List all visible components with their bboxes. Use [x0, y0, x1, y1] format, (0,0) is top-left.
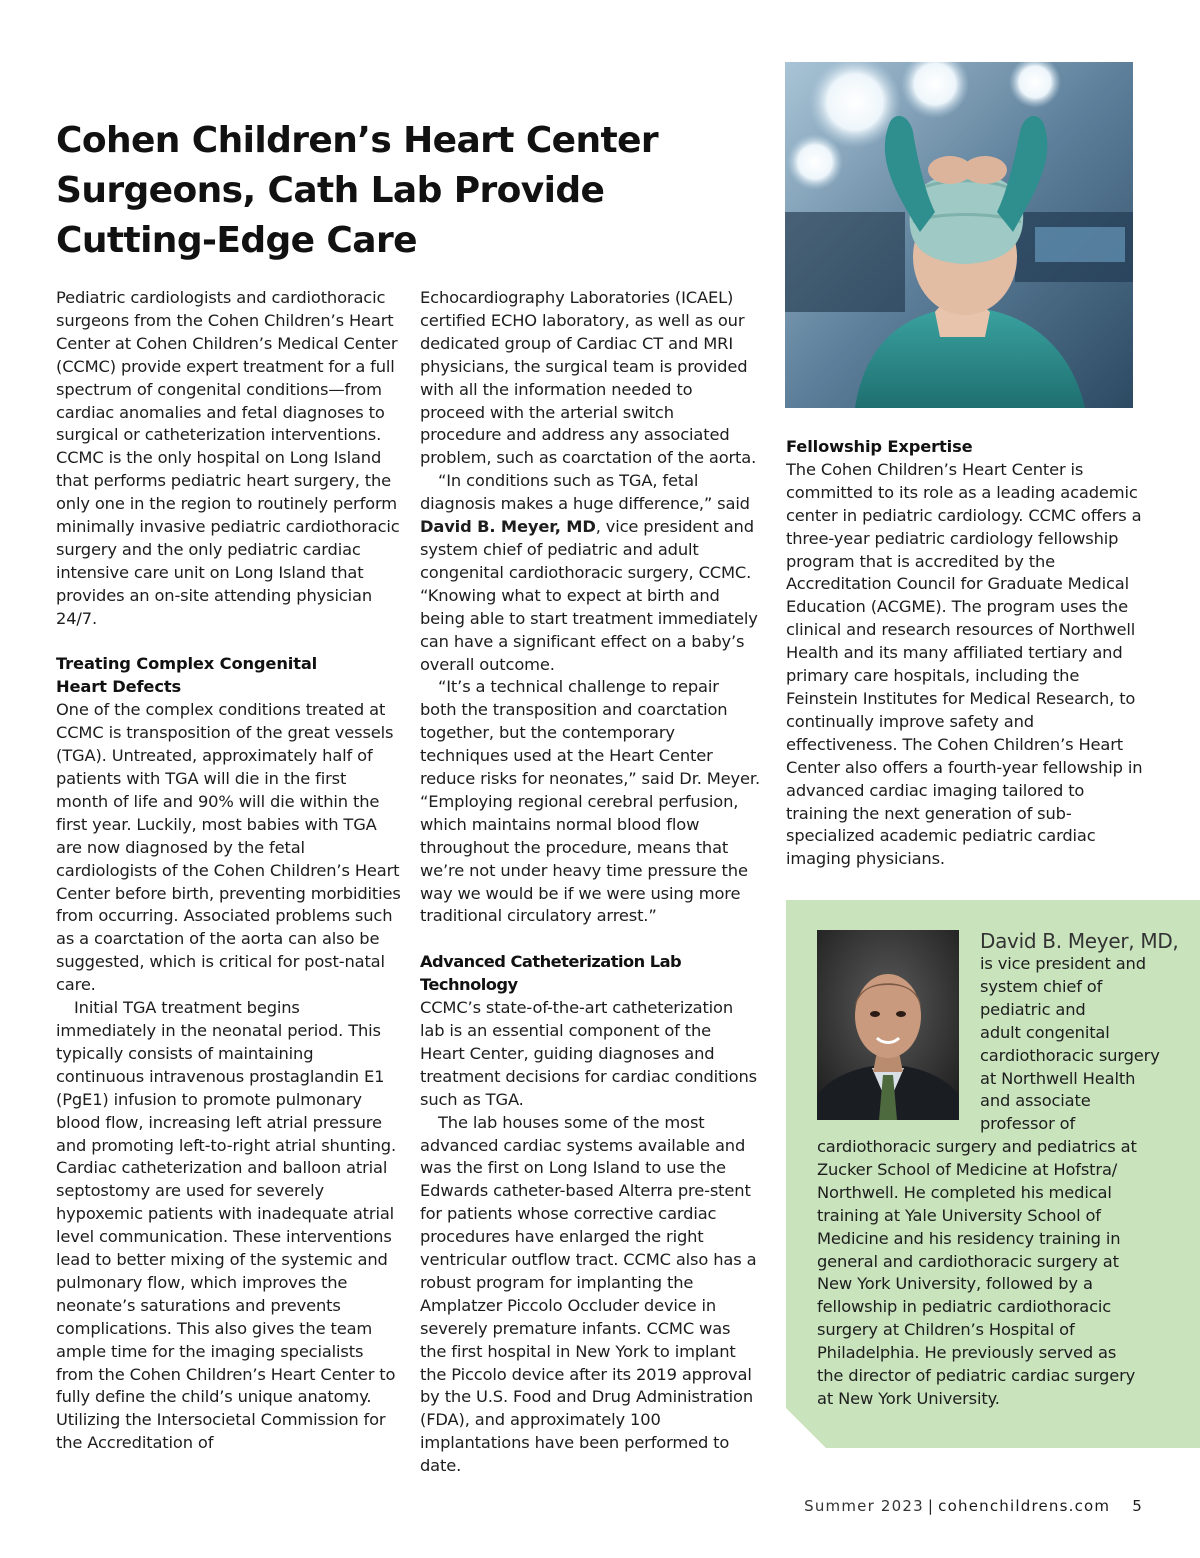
surgeon-photo: [785, 62, 1133, 408]
article-column-1: [56, 287, 401, 1455]
footer-separator: |: [927, 1497, 935, 1515]
paragraph-spacer: [420, 928, 760, 951]
quote-paragraph: [420, 470, 760, 676]
title-line: Cohen Children’s Heart Center: [56, 120, 659, 161]
bio-line: adult congenital: [980, 1022, 1110, 1042]
body-paragraph: Initial TGA treatment begins immediately in the neonatal period. This typically consists of maintaining continuous intravenous prostaglandin E1 (PgE1) infusion to promote pulmonary blood flow, increasing left atrial pressure and promoting left-to-right atrial shunting. Cardiac catheterization and balloon atrial septostomy are used for severely hypoxemic patients with inadequate atrial level communication. These interventions lead to better mixing of the systemic and pulmonary flow, which improves the neonate’s saturations and prevents complications. This also gives the team ample time for the imaging specialists from the Cohen Children’s Heart Center to fully define the child’s unique anatomy. Utilizing the Intersocietal Commission for the Accreditation of: [56, 998, 397, 1453]
bio-name: David B. Meyer, MD,: [980, 929, 1179, 953]
article-title: [56, 116, 696, 266]
bio-body: cardiothoracic surgery and pediatrics at Zucker School of Medicine at Hofstra/ Northwell. He completed his medical training at Yale University School of Medicine and his residency training in general and cardiothoracic surgery at New York University, followed by a fellowship in pediatric cardiothoracic surgery at Children’s Hospital of Philadelphia. He previously served as the director of pediatric cardiac surgery at New York University.: [817, 1137, 1137, 1408]
fellowship-section: [786, 436, 1146, 871]
issue-label: Summer 2023: [804, 1497, 924, 1515]
bio-line: system chief of: [980, 976, 1103, 996]
body-paragraph: Echocardiography Laboratories (ICAEL) certified ECHO laboratory, as well as our dedicated group of Cardiac CT and MRI physicians, the surgical team is provided with all the information needed to proceed with the arterial switch procedure and address any associated problem, such as coarctation of the aorta.: [420, 288, 757, 468]
portrait-photo: [817, 930, 959, 1120]
bio-line: professor of: [980, 1114, 1076, 1134]
bio-line: at Northwell Health: [980, 1068, 1136, 1088]
heading-line: Heart Defects: [56, 677, 181, 697]
page-footer: [804, 1496, 1143, 1516]
heading-line: Treating Complex Congenital: [56, 654, 318, 674]
quote-text: “In conditions such as TGA, fetal diagnosis makes a huge difference,” said: [420, 471, 750, 514]
quote-paragraph: “It’s a technical challenge to repair both the transposition and coarctation together, but the contemporary techniques used at the Heart Center reduce risks for neonates,” said Dr. Meyer. “Employing regional cerebral perfusion, which maintains normal blood flow throughout the procedure, means that we’re not under heavy time pressure the way we would be if we were using more traditional circulatory arrest.”: [420, 677, 760, 926]
article-column-2: [420, 287, 760, 1478]
quote-text: , vice president and system chief of pediatric and adult congenital cardiothoracic surgery, CCMC. “Knowing what to expect at birth and being able to start treatment immediately can have a significant effect on a baby’s overall outcome.: [420, 517, 758, 674]
bio-line: cardiothoracic surgery: [980, 1045, 1160, 1065]
body-paragraph: One of the complex conditions treated at CCMC is transposition of the great vessels (TGA). Untreated, approximately half of patients with TGA will die in the first month of life and 90% will die within the first year. Luckily, most babies with TGA are now diagnosed by the fetal cardiologists of the Cohen Children’s Heart Center before birth, preventing morbidities from occurring. Associated problems such as a coarctation of the aorta can also be suggested, which is critical for post-natal care.: [56, 700, 401, 995]
website-link[interactable]: cohenchildrens.com: [938, 1497, 1111, 1515]
intro-paragraph: Pediatric cardiologists and cardiothoracic surgeons from the Cohen Children’s Heart Center at Cohen Children’s Medical Center (CCMC) provide expert treatment for a full spectrum of congenital conditions—from cardiac anomalies and fetal diagnoses to surgical or catheterization interventions. CCMC is the only hospital on Long Island that performs pediatric heart surgery, the only one in the region to routinely perform minimally invasive pediatric cardiothoracic surgery and the only pediatric cardiac intensive care unit on Long Island that provides an on-site attending physician 24/7.: [56, 288, 400, 628]
section-heading-complex-defects: [56, 653, 401, 699]
bio-intro: [980, 953, 1180, 1136]
body-paragraph: The lab houses some of the most advanced cardiac systems available and was the first on Long Island to use the Edwards catheter-based Alterra pre-stent for patients whose corrective cardiac procedures have enlarged the right ventricular outflow tract. CCMC also has a robust program for implanting the Amplatzer Piccolo Occluder device in severely premature infants. CCMC was the first hospital in New York to implant the Piccolo device after its 2019 approval by the U.S. Food and Drug Administration (FDA), and approximately 100 implantations have been performed to date.: [420, 1112, 757, 1476]
bio-line: pediatric and: [980, 999, 1086, 1019]
body-paragraph: The Cohen Children’s Heart Center is committed to its role as a leading academic center in pediatric cardiology. CCMC offers a three-year pediatric cardiology fellowship program that is accredited by the Accreditation Council for Graduate Medical Education (ACGME). The program uses the clinical and research resources of Northwell Health and its many affiliated tertiary and primary care hospitals, including the Feinstein Institutes for Medical Research, to continually improve safety and effectiveness. The Cohen Children’s Heart Center also offers a fourth-year fellowship in advanced cardiac imaging tailored to training the next generation of sub-specialized academic pediatric cardiac imaging physicians.: [786, 459, 1143, 869]
section-heading-cath-lab: Advanced Catheterization Lab Technology: [420, 952, 682, 995]
paragraph-spacer: [56, 631, 401, 654]
body-paragraph: CCMC’s state-of-the-art catheterization lab is an essential component of the Heart Center, guiding diagnoses and treatment decisions for cardiac conditions such as TGA.: [420, 998, 757, 1109]
title-line: Cutting-Edge Care: [56, 220, 417, 261]
bio-line: is vice president and: [980, 954, 1146, 973]
surgeon-name: David B. Meyer, MD: [420, 517, 596, 537]
title-line: Surgeons, Cath Lab Provide: [56, 170, 605, 211]
bio-line: and associate: [980, 1091, 1091, 1111]
section-heading-fellowship: Fellowship Expertise: [786, 437, 973, 456]
page-number: 5: [1132, 1497, 1143, 1515]
